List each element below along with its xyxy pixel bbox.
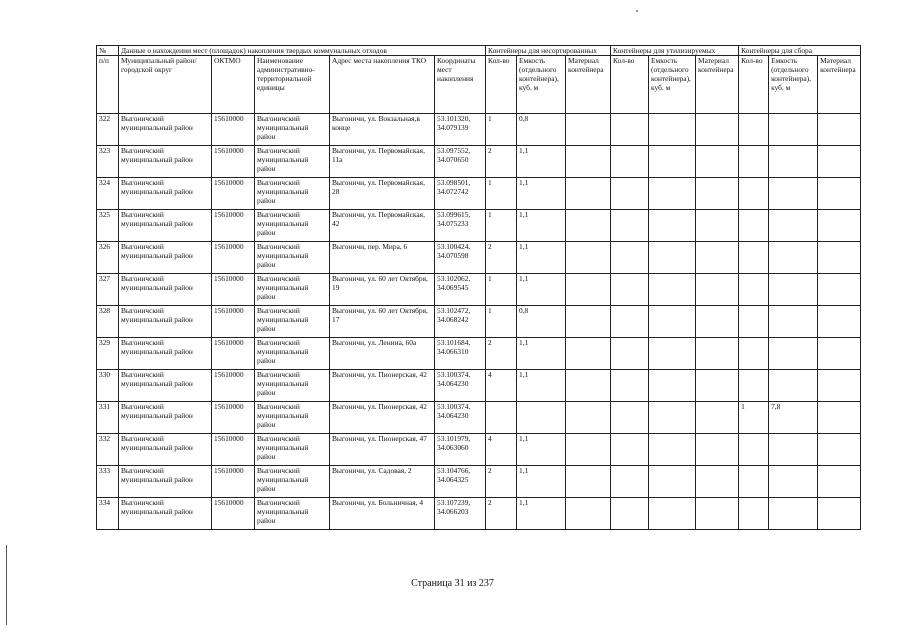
header-collect-material: Материал контейнера	[818, 56, 861, 114]
table-row	[97, 114, 861, 146]
recycle-capacity-cell	[649, 402, 696, 434]
address-cell: Выгоничи, ул. Вокзальная,в конце	[330, 114, 435, 146]
recycle-count-cell	[611, 178, 649, 210]
collect-capacity-cell	[769, 306, 818, 338]
oktmo-cell: 15610000	[212, 498, 255, 530]
recycle-count-cell	[611, 338, 649, 370]
admin-unit-cell: Выгоничский муниципальный район	[255, 466, 330, 498]
collect-material-cell	[818, 466, 861, 498]
recycle-count-cell	[611, 114, 649, 146]
coords-cell: 53.102472, 34.068242	[435, 306, 486, 338]
header-recycle-containers: Контейнеры для утилизируемых	[611, 46, 739, 56]
coords-cell: 53.100374, 34.064230	[435, 370, 486, 402]
table-row	[97, 146, 861, 178]
collect-count-cell	[739, 370, 769, 402]
unsorted-material-cell	[566, 434, 611, 466]
unsorted-count-cell: 2	[486, 338, 517, 370]
admin-unit-cell: Выгоничский муниципальный район	[255, 370, 330, 402]
recycle-capacity-cell	[649, 274, 696, 306]
unsorted-count-cell: 2	[486, 146, 517, 178]
header-unsorted-material: Материал контейнера	[566, 56, 611, 114]
coords-cell: 53.100424, 34.070598	[435, 242, 486, 274]
row-number: 323	[97, 146, 119, 178]
unsorted-capacity-cell: 1,1	[517, 178, 566, 210]
collect-count-cell	[739, 338, 769, 370]
recycle-capacity-cell	[649, 498, 696, 530]
oktmo-cell: 15610000	[212, 114, 255, 146]
recycle-count-cell	[611, 370, 649, 402]
collect-capacity-cell	[769, 114, 818, 146]
admin-unit-cell: Выгоничский муниципальный район	[255, 434, 330, 466]
recycle-material-cell	[696, 146, 739, 178]
header-recycle-material: Материал контейнера	[696, 56, 739, 114]
unsorted-material-cell	[566, 114, 611, 146]
collect-count-cell	[739, 146, 769, 178]
row-number: 325	[97, 210, 119, 242]
oktmo-cell: 15610000	[212, 338, 255, 370]
collect-count-cell	[739, 274, 769, 306]
collect-capacity-cell	[769, 338, 818, 370]
unsorted-count-cell	[486, 402, 517, 434]
table-row	[97, 210, 861, 242]
unsorted-material-cell	[566, 178, 611, 210]
address-cell: Выгоничи, ул. Первомайская, 28	[330, 178, 435, 210]
row-number: 324	[97, 178, 119, 210]
admin-unit-cell: Выгоничский муниципальный район	[255, 114, 330, 146]
table-row	[97, 242, 861, 274]
collect-capacity-cell	[769, 178, 818, 210]
recycle-capacity-cell	[649, 306, 696, 338]
table-row	[97, 402, 861, 434]
district-cell: Выгоничский муниципальный район	[119, 402, 212, 434]
coords-cell: 53.101684, 34.066310	[435, 338, 486, 370]
unsorted-count-cell: 4	[486, 370, 517, 402]
oktmo-cell: 15610000	[212, 274, 255, 306]
recycle-capacity-cell	[649, 242, 696, 274]
collect-material-cell	[818, 242, 861, 274]
collect-count-cell	[739, 242, 769, 274]
header-collect-containers: Контейнеры для сбора	[739, 46, 861, 56]
header-row-top	[97, 46, 861, 56]
admin-unit-cell: Выгоничский муниципальный район	[255, 178, 330, 210]
collect-capacity-cell	[769, 498, 818, 530]
unsorted-material-cell	[566, 242, 611, 274]
unsorted-capacity-cell: 0,8	[517, 306, 566, 338]
recycle-material-cell	[696, 242, 739, 274]
oktmo-cell: 15610000	[212, 434, 255, 466]
admin-unit-cell: Выгоничский муниципальный район	[255, 402, 330, 434]
recycle-capacity-cell	[649, 466, 696, 498]
unsorted-count-cell: 1	[486, 210, 517, 242]
row-number: 327	[97, 274, 119, 306]
waste-sites-table	[96, 45, 861, 530]
recycle-count-cell	[611, 498, 649, 530]
district-cell: Выгоничский муниципальный район	[119, 338, 212, 370]
collect-count-cell	[739, 466, 769, 498]
district-cell: Выгоничский муниципальный район	[119, 466, 212, 498]
unsorted-capacity-cell: 1,1	[517, 466, 566, 498]
row-number: 332	[97, 434, 119, 466]
row-number: 322	[97, 114, 119, 146]
district-cell: Выгоничский муниципальный район	[119, 178, 212, 210]
recycle-material-cell	[696, 274, 739, 306]
admin-unit-cell: Выгоничский муниципальный район	[255, 242, 330, 274]
recycle-material-cell	[696, 466, 739, 498]
recycle-material-cell	[696, 370, 739, 402]
header-recycle-capacity: Емкость (отдельного контейнера), куб. м	[649, 56, 696, 114]
address-cell: Выгоничи, ул. Больничная, 4	[330, 498, 435, 530]
recycle-capacity-cell	[649, 114, 696, 146]
district-cell: Выгоничский муниципальный район	[119, 210, 212, 242]
admin-unit-cell: Выгоничский муниципальный район	[255, 210, 330, 242]
unsorted-capacity-cell: 1,1	[517, 146, 566, 178]
unsorted-material-cell	[566, 466, 611, 498]
recycle-capacity-cell	[649, 146, 696, 178]
collect-capacity-cell	[769, 146, 818, 178]
recycle-count-cell	[611, 242, 649, 274]
header-row-sub	[97, 56, 861, 114]
district-cell: Выгоничский муниципальный район	[119, 370, 212, 402]
district-cell: Выгоничский муниципальный район	[119, 114, 212, 146]
recycle-material-cell	[696, 210, 739, 242]
header-collect-capacity: Емкость (отдельного контейнера), куб. м	[769, 56, 818, 114]
oktmo-cell: 15610000	[212, 242, 255, 274]
header-unsorted-capacity: Емкость (отдельного контейнера), куб. м	[517, 56, 566, 114]
district-cell: Выгоничский муниципальный район	[119, 306, 212, 338]
recycle-material-cell	[696, 114, 739, 146]
unsorted-capacity-cell: 0,8	[517, 114, 566, 146]
collect-material-cell	[818, 210, 861, 242]
address-cell: Выгоничи, ул. Пионерская, 42	[330, 370, 435, 402]
district-cell: Выгоничский муниципальный район	[119, 274, 212, 306]
recycle-material-cell	[696, 178, 739, 210]
table-row	[97, 274, 861, 306]
collect-capacity-cell	[769, 466, 818, 498]
recycle-count-cell	[611, 146, 649, 178]
admin-unit-cell: Выгоничский муниципальный район	[255, 498, 330, 530]
header-unsorted-count: Кол-во	[486, 56, 517, 114]
collect-count-cell	[739, 434, 769, 466]
address-cell: Выгоничи, ул. Пионерская, 47	[330, 434, 435, 466]
unsorted-material-cell	[566, 146, 611, 178]
collect-capacity-cell	[769, 370, 818, 402]
collect-capacity-cell	[769, 434, 818, 466]
header-coords: Координаты мест накопления	[435, 56, 486, 114]
row-number: 333	[97, 466, 119, 498]
coords-cell: 53.107239, 34.066203	[435, 498, 486, 530]
recycle-material-cell	[696, 338, 739, 370]
address-cell: Выгоничи, пер. Мира, 6	[330, 242, 435, 274]
collect-count-cell	[739, 178, 769, 210]
unsorted-capacity-cell: 1,1	[517, 370, 566, 402]
district-cell: Выгоничский муниципальный район	[119, 242, 212, 274]
recycle-count-cell	[611, 274, 649, 306]
table-header	[97, 46, 861, 114]
collect-count-cell: 1	[739, 402, 769, 434]
header-collect-count: Кол-во	[739, 56, 769, 114]
recycle-material-cell	[696, 402, 739, 434]
unsorted-material-cell	[566, 338, 611, 370]
unsorted-capacity-cell: 1,1	[517, 242, 566, 274]
unsorted-count-cell: 4	[486, 434, 517, 466]
address-cell: Выгоничи, ул. Пионерская, 42	[330, 402, 435, 434]
coords-cell: 53.100374, 34.064230	[435, 402, 486, 434]
row-number: 331	[97, 402, 119, 434]
unsorted-capacity-cell: 1,1	[517, 338, 566, 370]
collect-capacity-cell: 7,8	[769, 402, 818, 434]
unsorted-capacity-cell	[517, 402, 566, 434]
oktmo-cell: 15610000	[212, 466, 255, 498]
row-number: 334	[97, 498, 119, 530]
unsorted-count-cell: 1	[486, 306, 517, 338]
table-row	[97, 434, 861, 466]
unsorted-material-cell	[566, 370, 611, 402]
recycle-material-cell	[696, 306, 739, 338]
recycle-capacity-cell	[649, 210, 696, 242]
recycle-capacity-cell	[649, 434, 696, 466]
collect-material-cell	[818, 114, 861, 146]
row-number: 326	[97, 242, 119, 274]
oktmo-cell: 15610000	[212, 306, 255, 338]
collect-capacity-cell	[769, 242, 818, 274]
header-recycle-count: Кол-во	[611, 56, 649, 114]
recycle-count-cell	[611, 434, 649, 466]
table-row	[97, 466, 861, 498]
collect-material-cell	[818, 178, 861, 210]
table-row	[97, 178, 861, 210]
coords-cell: 53.098501, 34.072742	[435, 178, 486, 210]
unsorted-count-cell: 1	[486, 114, 517, 146]
header-pp: п/п	[97, 56, 119, 114]
collect-count-cell	[739, 498, 769, 530]
coords-cell: 53.101979, 34.063060	[435, 434, 486, 466]
unsorted-capacity-cell: 1,1	[517, 210, 566, 242]
address-cell: Выгоничи, ул. Ленина, 60а	[330, 338, 435, 370]
unsorted-count-cell: 1	[486, 274, 517, 306]
collect-material-cell	[818, 338, 861, 370]
table-row	[97, 306, 861, 338]
collect-material-cell	[818, 434, 861, 466]
recycle-count-cell	[611, 210, 649, 242]
recycle-count-cell	[611, 402, 649, 434]
table-row	[97, 498, 861, 530]
collect-material-cell	[818, 370, 861, 402]
oktmo-cell: 15610000	[212, 146, 255, 178]
coords-cell: 53.097552, 34.070650	[435, 146, 486, 178]
coords-cell: 53.101320, 34.079139	[435, 114, 486, 146]
table-row	[97, 370, 861, 402]
collect-count-cell	[739, 210, 769, 242]
header-admin-unit: Наименование административно-территориальной единицы	[255, 56, 330, 114]
unsorted-material-cell	[566, 274, 611, 306]
row-number: 328	[97, 306, 119, 338]
district-cell: Выгоничский муниципальный район	[119, 498, 212, 530]
unsorted-count-cell: 2	[486, 466, 517, 498]
unsorted-count-cell: 1	[486, 178, 517, 210]
unsorted-count-cell: 2	[486, 242, 517, 274]
unsorted-material-cell	[566, 210, 611, 242]
header-district: Муниципальный район/городской округ	[119, 56, 212, 114]
unsorted-material-cell	[566, 498, 611, 530]
oktmo-cell: 15610000	[212, 210, 255, 242]
unsorted-capacity-cell: 1,1	[517, 274, 566, 306]
district-cell: Выгоничский муниципальный район	[119, 146, 212, 178]
recycle-capacity-cell	[649, 178, 696, 210]
header-num: №	[97, 46, 119, 56]
collect-material-cell	[818, 146, 861, 178]
oktmo-cell: 15610000	[212, 178, 255, 210]
page-number: Страница 31 из 237	[411, 578, 494, 589]
table-row	[97, 338, 861, 370]
coords-cell: 53.104766, 34.064325	[435, 466, 486, 498]
coords-cell: 53.102062, 34.069545	[435, 274, 486, 306]
collect-material-cell	[818, 274, 861, 306]
oktmo-cell: 15610000	[212, 370, 255, 402]
address-cell: Выгоничи, ул. Первомайская, 11а	[330, 146, 435, 178]
header-site-data: Данные о нахождении мест (площадок) накопления твердых коммунальных отходов	[119, 46, 486, 56]
collect-count-cell	[739, 306, 769, 338]
address-cell: Выгоничи, ул. 60 лет Октября, 17	[330, 306, 435, 338]
recycle-count-cell	[611, 466, 649, 498]
address-cell: Выгоничи, ул. 60 лет Октября, 19	[330, 274, 435, 306]
oktmo-cell: 15610000	[212, 402, 255, 434]
header-unsorted-containers: Контейнеры для несортированных	[486, 46, 611, 56]
collect-material-cell	[818, 498, 861, 530]
district-cell: Выгоничский муниципальный район	[119, 434, 212, 466]
collect-capacity-cell	[769, 210, 818, 242]
address-cell: Выгоничи, ул. Первомайская, 42	[330, 210, 435, 242]
recycle-capacity-cell	[649, 338, 696, 370]
header-oktmo: ОКТМО	[212, 56, 255, 114]
table-body	[97, 114, 861, 530]
row-number: 330	[97, 370, 119, 402]
coords-cell: 53.099615, 34.075233	[435, 210, 486, 242]
admin-unit-cell: Выгоничский муниципальный район	[255, 306, 330, 338]
recycle-capacity-cell	[649, 370, 696, 402]
admin-unit-cell: Выгоничский муниципальный район	[255, 146, 330, 178]
collect-material-cell	[818, 402, 861, 434]
collect-material-cell	[818, 306, 861, 338]
row-number: 329	[97, 338, 119, 370]
unsorted-count-cell: 2	[486, 498, 517, 530]
scan-speck	[636, 10, 638, 12]
unsorted-material-cell	[566, 402, 611, 434]
admin-unit-cell: Выгоничский муниципальный район	[255, 338, 330, 370]
header-address: Адрес места накопления ТКО	[330, 56, 435, 114]
recycle-material-cell	[696, 498, 739, 530]
address-cell: Выгоничи, ул. Садовая, 2	[330, 466, 435, 498]
admin-unit-cell: Выгоничский муниципальный район	[255, 274, 330, 306]
unsorted-capacity-cell: 1,1	[517, 434, 566, 466]
unsorted-material-cell	[566, 306, 611, 338]
recycle-material-cell	[696, 434, 739, 466]
unsorted-capacity-cell: 1,1	[517, 498, 566, 530]
collect-capacity-cell	[769, 274, 818, 306]
collect-count-cell	[739, 114, 769, 146]
recycle-count-cell	[611, 306, 649, 338]
